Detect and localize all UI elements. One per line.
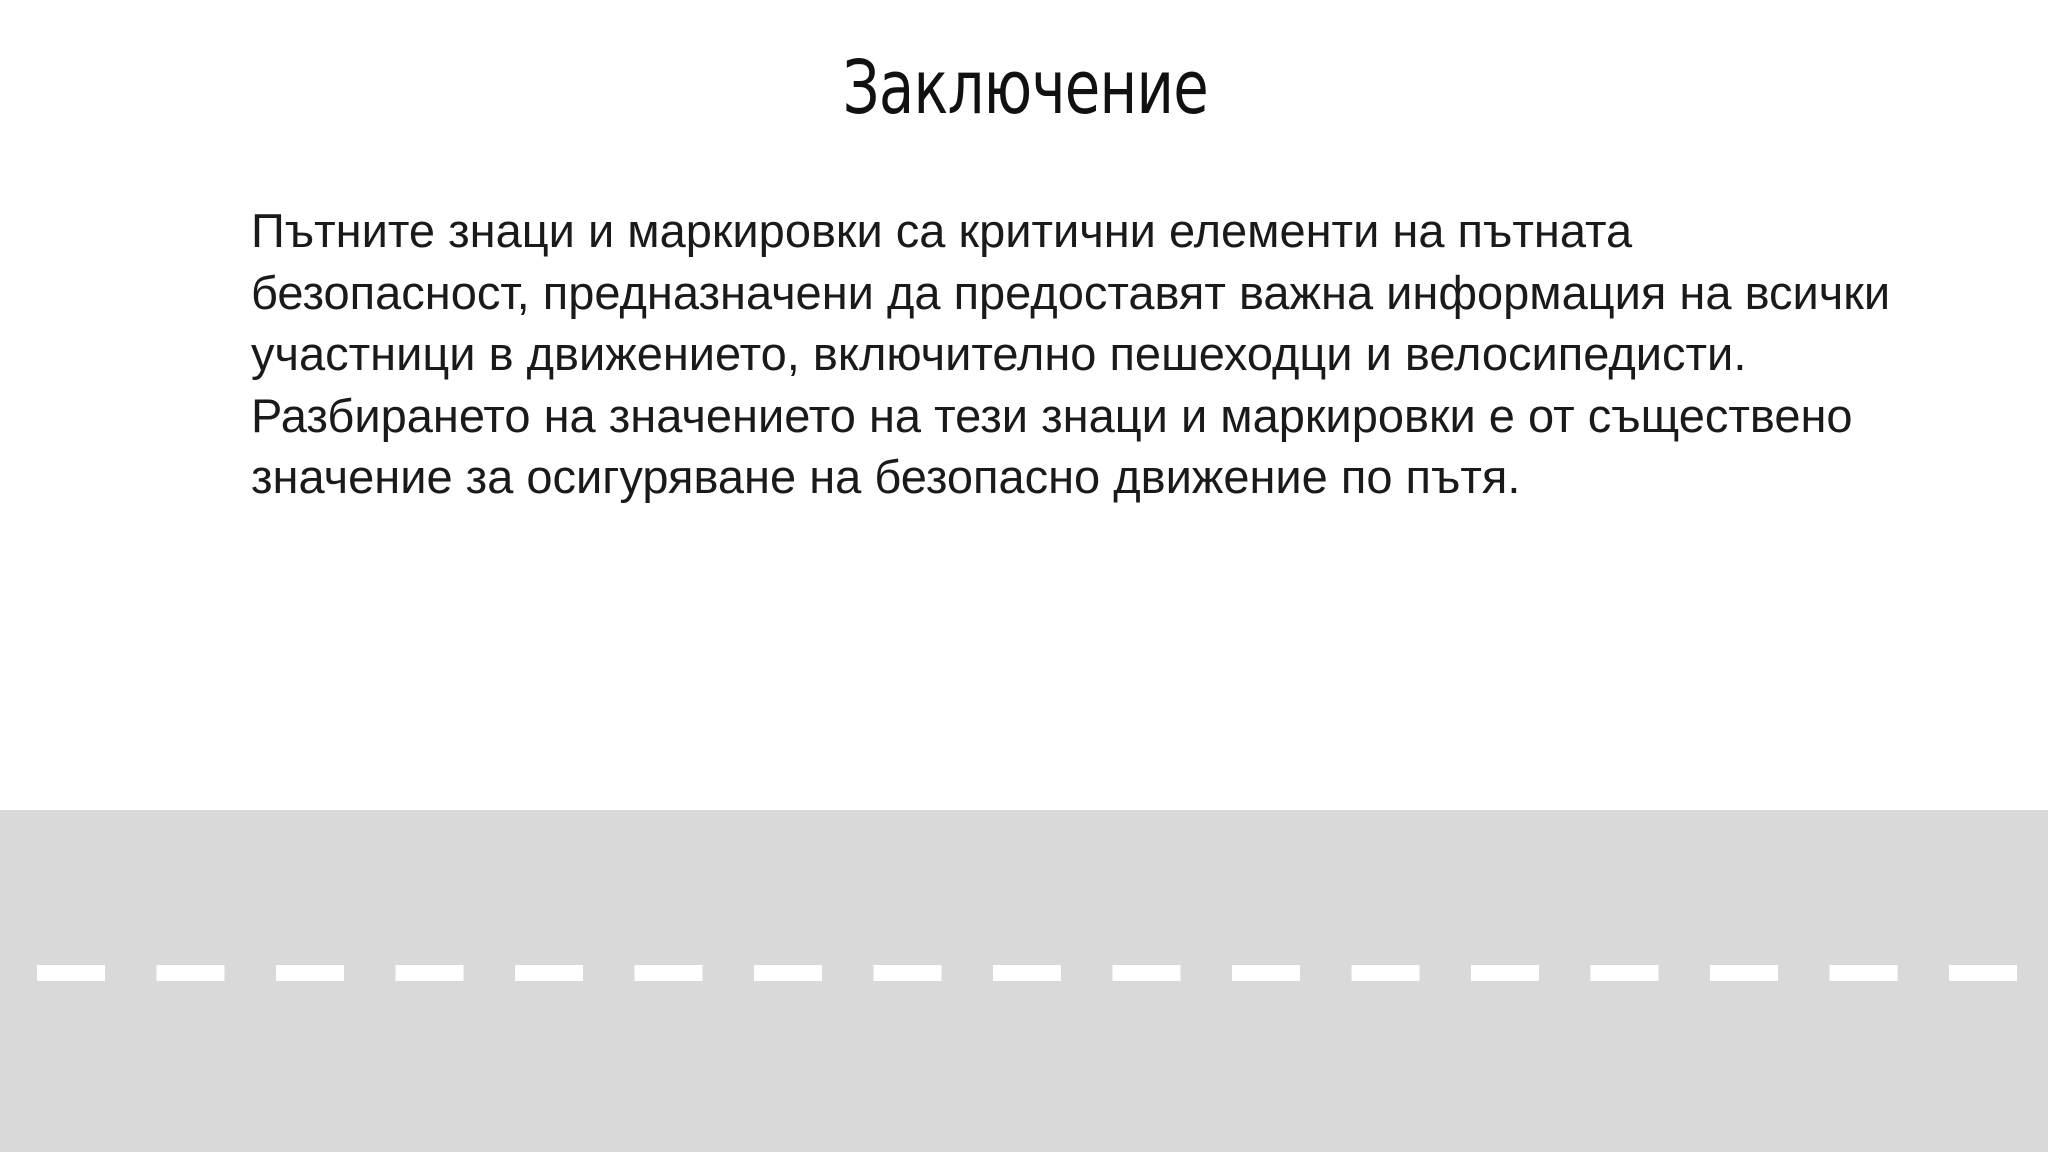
lane-dash [1232, 965, 1300, 981]
lane-dash [874, 965, 942, 981]
lane-dash [635, 965, 703, 981]
slide-title: Заключение [842, 45, 1208, 131]
road-illustration [0, 810, 2048, 1152]
lane-dash [993, 965, 1061, 981]
lane-dash [157, 965, 225, 981]
lane-dash [1710, 965, 1778, 981]
lane-dash [1949, 965, 2017, 981]
lane-dash [1113, 965, 1181, 981]
lane-dash [276, 965, 344, 981]
lane-dash [1591, 965, 1659, 981]
lane-dash [37, 965, 105, 981]
lane-dash [1471, 965, 1539, 981]
road-lane-markings [0, 810, 2048, 1152]
lane-dash [1352, 965, 1420, 981]
lane-dash [515, 965, 583, 981]
lane-dash [754, 965, 822, 981]
slide-body-text: Пътните знаци и маркировки са критични елементи на пътната безопасност, предназначени да предоставят важна информация на всички участници в движението, включително пешеходци и велосипедисти. Разбирането на значението на тези знаци и маркировки е от съществено значение за осигуряване на безопасно движение по пътя. [251, 204, 1891, 503]
lane-dash [1830, 965, 1898, 981]
lane-dash [396, 965, 464, 981]
